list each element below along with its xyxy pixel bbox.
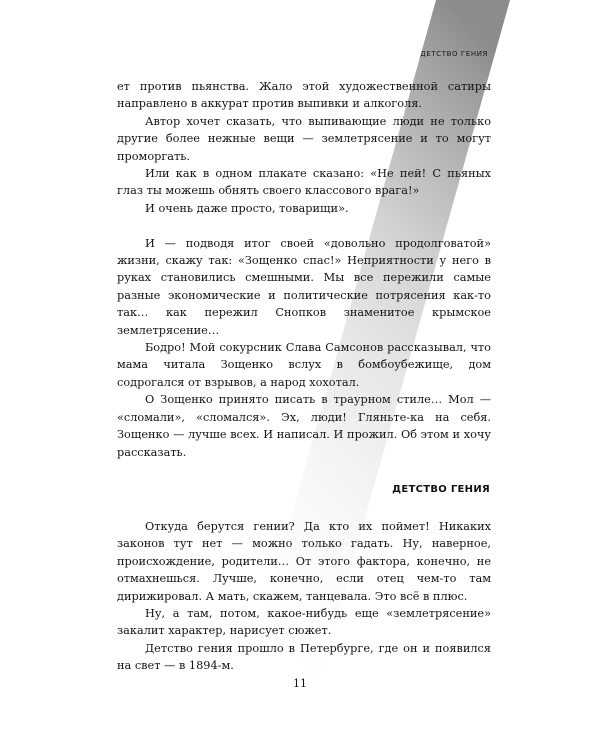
main-text-top [117, 78, 491, 461]
paragraph: И — подводя итог своей «довольно продолговатой» жизни, скажу так: «Зощенко спас!» Неприятности у него в руках становились смешными. Мы все пережили самые разные экономические и политические потрясения как-то так… как пережил Снопков знаменитое крымское землетрясение… [117, 236, 491, 337]
paragraph: Ну, а там, потом, какое-нибудь еще «землетрясение» закалит характер, нарисует сюжет. [117, 607, 491, 638]
main-text-section [117, 518, 491, 675]
paragraph: ет против пьянства. Жало этой художественной сатиры направлено в аккурат против выпивки и алкоголя. [117, 80, 491, 111]
paragraph: Детство гения прошло в Петербурге, где он и появился на свет — в 1894-м. [117, 641, 491, 673]
paragraph: Откуда берутся гении? Да кто их поймет! Никаких законов тут нет — можно только гадать. Ну, наверное, происхождение, родители… От этого фактора, конечно, не отмахнешься. Лучше, конечно, если отец чем-то там дирижировал. А мать, скажем, танцевала. Это всё в плюс. [117, 520, 491, 603]
paragraph: Бодро! Мой сокурсник Слава Самсонов рассказывал, что мама читала Зощенко вслух в бомбоубежище, дом содрогался от взрывов, а народ хохотал. [117, 341, 491, 389]
section-heading: ДЕТСТВО ГЕНИЯ [392, 484, 490, 495]
running-header: ДЕТСТВО ГЕНИЯ [420, 50, 488, 58]
paragraph: И очень даже просто, товарищи». [145, 201, 349, 215]
paragraph: Или как в одном плакате сказано: «Не пей! С пьяных глаз ты можешь обнять своего классового врага!» [117, 167, 491, 198]
paragraph: Автор хочет сказать, что выпивающие люди не только другие более нежные вещи — землетрясение и то могут проморгать. [117, 114, 491, 163]
page-number: 11 [293, 677, 307, 690]
paragraph: О Зощенко принято писать в траурном стиле… Мол — «сломали», «сломался». Эх, люди! Гляньте-ка на себя. Зощенко — лучше всех. И написал. И прожил. Об этом и хочу рассказать. [117, 393, 491, 459]
